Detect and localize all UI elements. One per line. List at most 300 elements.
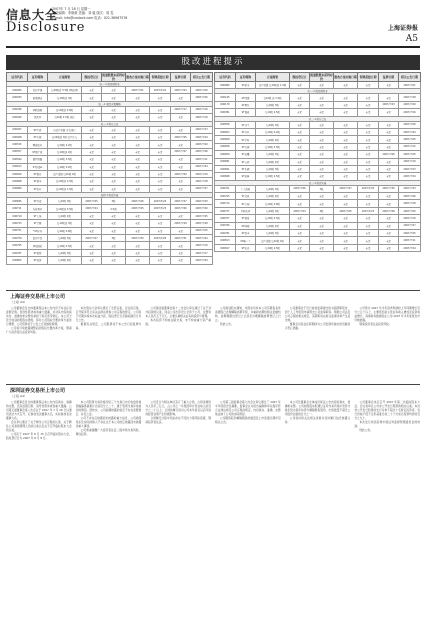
table-cell: 未定 <box>334 230 358 237</box>
table-cell: ST轻骑 <box>236 173 256 180</box>
article-column <box>285 400 351 616</box>
table-cell: 未定 <box>379 237 399 244</box>
table-cell: 未定 <box>126 114 150 121</box>
table-cell: 未定 <box>150 126 171 133</box>
table-cell: 未定 <box>171 227 191 234</box>
table-cell: 未定 <box>126 178 150 185</box>
table-cell: 华联控股 <box>28 106 48 113</box>
table-cell: 2007/7/27 <box>171 198 191 205</box>
table-cell: 未定 <box>102 148 126 155</box>
table-cell: 未定 <box>150 249 171 256</box>
column-header: 股改方案实施日期 <box>334 73 358 82</box>
table-cell: 未定 <box>334 215 358 222</box>
table-cell: 未定 <box>310 101 334 108</box>
table-cell: 未定 <box>290 101 310 108</box>
table-cell: 未定 <box>379 136 399 143</box>
table-cell: 每10股 3.5股 <box>48 156 82 163</box>
column-header: 停牌起始日期 <box>150 73 171 82</box>
table-cell: 2007/7/20 <box>399 207 421 214</box>
table-cell: 未定 <box>82 163 102 170</box>
table-cell: 未定 <box>290 193 310 200</box>
table-cell: 未定 <box>82 257 102 264</box>
table-row <box>215 165 421 172</box>
table-cell: 未定 <box>358 173 379 180</box>
table-cell: 2007/7/18 <box>399 94 421 101</box>
table-cell: ST东海A <box>28 163 48 170</box>
table-cell: 000036 <box>7 106 28 113</box>
table-cell: 未定 <box>290 215 310 222</box>
table-header-row <box>215 73 421 82</box>
table-cell: 2007/7/25 <box>358 185 379 192</box>
table-cell: 每10股 2.8股 <box>256 200 290 207</box>
table-cell: 未定 <box>82 133 102 140</box>
table-cell: 每10股 3股 <box>256 101 290 108</box>
table-row <box>7 94 213 101</box>
table-cell: 2007/7/24 <box>150 198 171 205</box>
table-cell: 000668 <box>7 178 28 185</box>
table-cell: 未定 <box>334 158 358 165</box>
table-row <box>7 235 213 242</box>
column-header: 复牌日期 <box>379 73 399 82</box>
article-paragraph: 公司将持续关注相关进展并及时履行信息披露义务。 <box>284 416 351 425</box>
article-paragraph: 董事会对其在任职期间为公司发展所做出的贡献表示衷心感谢。 <box>284 322 351 331</box>
table-cell: 未定 <box>290 136 310 143</box>
table-cell: 未定 <box>334 136 358 143</box>
article-paragraph: 本公司股票交易价格连续三个交易日内日收盘价格涨幅偏离值累计达到百分之二十，属于股票交易异常波动的情况。经核实，公司前期披露的信息不存在需要更正、补充之处。 <box>75 400 142 417</box>
table-row <box>7 87 213 94</box>
table-cell: ST四维 <box>236 94 256 101</box>
table-cell: 2007/7/23 <box>171 87 191 94</box>
section1-subtitle: （上接 A4） <box>10 300 27 304</box>
column-header: 证券简称 <box>236 73 256 82</box>
table-cell: 未定 <box>358 143 379 150</box>
table-cell: 2007/7/23 <box>150 205 171 212</box>
table-cell: 每10股 2.2股 <box>48 141 82 148</box>
table-row <box>215 237 421 244</box>
table-cell: 未定 <box>310 143 334 150</box>
table-cell: 未定 <box>171 114 191 121</box>
table-cell: *ST锌业 <box>28 227 48 234</box>
table-cell: 未定 <box>310 158 334 165</box>
reform-table-right <box>214 72 421 252</box>
table-cell: 2007/7/20 <box>399 121 421 128</box>
meta-date-line: 2007年 7 月 28 日 星期一 <box>52 7 91 11</box>
table-cell: 未定 <box>126 126 150 133</box>
table-cell: 未定 <box>379 128 399 135</box>
table-cell: 2007/7/21 <box>399 82 421 89</box>
table-row <box>215 244 421 251</box>
table-row <box>7 126 213 133</box>
article-column <box>6 400 72 616</box>
table-cell: 未定 <box>82 220 102 227</box>
table-cell: 资产重组 每10股 2股 <box>256 237 290 244</box>
table-cell: 未定 <box>150 185 171 192</box>
table-row <box>7 257 213 264</box>
table-cell: 000033 <box>7 94 28 101</box>
table-cell: 未定 <box>150 133 171 140</box>
table-cell: ST宏盛 <box>236 244 256 251</box>
table-cell: 未定 <box>126 257 150 264</box>
table-cell: 000005 <box>7 87 28 94</box>
table-cell: 未定 <box>150 94 171 101</box>
table-cell: 未定 <box>379 222 399 229</box>
table-cell: 2007/7/26 <box>290 185 310 192</box>
column-header: 股权登记日 <box>290 73 310 82</box>
table-cell: 资产重组 每10股 2股 <box>48 170 82 177</box>
table-cell: 未定 <box>126 185 150 192</box>
table-cell: 未定 <box>102 170 126 177</box>
table-cell: 攀渝钛业 <box>28 141 48 148</box>
article-paragraph: 公司限售股份解除限售的数量及上市流通日期详见相关公告。 <box>215 416 281 425</box>
table-cell: 未定 <box>358 200 379 207</box>
table-row <box>7 141 213 148</box>
table-cell: ST黑化 <box>236 101 256 108</box>
table-cell: 未定 <box>310 151 334 158</box>
table-cell: 000408 <box>7 133 28 140</box>
table-cell: 未定 <box>126 170 150 177</box>
table-row <box>7 227 213 234</box>
table-cell: 2007/7/18 <box>191 220 213 227</box>
table-cell: ST美雅 <box>28 220 48 227</box>
table-cell: 600656 <box>215 143 236 150</box>
table-cell: 未定 <box>310 200 334 207</box>
table-cell: 每10股 3股 <box>48 198 82 205</box>
masthead-meta <box>52 7 172 20</box>
table-cell: 2007/7/17 <box>191 249 213 256</box>
table-cell: 2007/7/26 <box>379 207 399 214</box>
table-cell: 未定 <box>171 126 191 133</box>
table-row <box>215 230 421 237</box>
table-cell: 每10股 2.5股 <box>256 143 290 150</box>
table-cell: 未定 <box>358 109 379 116</box>
table-cell: 未定 <box>334 121 358 128</box>
table-cell: 未定 <box>150 114 171 121</box>
table-cell: 每10股 2.5股 送转 <box>48 114 82 121</box>
table-cell: 2007/7/24 <box>191 257 213 264</box>
table-cell: 2.5股 <box>102 205 126 212</box>
table-cell: 未定 <box>310 215 334 222</box>
table-cell: 每10股 2.5股 <box>256 244 290 251</box>
article-paragraph: 根据有关规定，公司股票将于本公告日起复牌交易。 <box>75 322 142 331</box>
table-cell: 未定 <box>82 178 102 185</box>
table-row <box>7 156 213 163</box>
table-row <box>215 173 421 180</box>
table-row <box>7 185 213 192</box>
table-cell: 未定 <box>290 173 310 180</box>
table-row <box>7 249 213 256</box>
table-cell: 新都酒店 <box>28 94 48 101</box>
table-cell: 未定 <box>102 227 126 234</box>
table-cell: 未定 <box>358 230 379 237</box>
table-cell: 未定 <box>334 237 358 244</box>
table-cell: 000594 <box>7 156 28 163</box>
table-cell: 2007/7/11 <box>399 237 421 244</box>
table-cell: 每10股送 3股 <box>48 220 82 227</box>
article-column <box>145 400 211 616</box>
article-paragraph: 公司第三届监事会第六次会议审议通过了 2007 年半年度报告及摘要，监事会认为报告编制和审议程序符合法律法规及公司章程的规定，内容真实、准确、完整地反映了公司的实际情况。 <box>215 400 281 417</box>
header-rule <box>6 46 420 48</box>
table-cell: 2007/7/11 <box>191 156 213 163</box>
article-column <box>215 400 281 616</box>
table-cell: 华信国际 <box>28 242 48 249</box>
table-cell: 未定 <box>290 109 310 116</box>
table-cell: 未定 <box>379 165 399 172</box>
table-cell: 2007/7/24 <box>191 133 213 140</box>
table-cell: 未定 <box>102 212 126 219</box>
table-cell: 未定 <box>334 82 358 89</box>
table-cell: 600757 <box>215 215 236 222</box>
table-cell: 未定 <box>358 136 379 143</box>
article-column <box>354 400 420 616</box>
table-row <box>215 185 421 192</box>
table-cell: 2007/7/19 <box>399 215 421 222</box>
table-cell: 2007/7/22 <box>150 87 171 94</box>
table-cell: 未定 <box>290 230 310 237</box>
table-cell: 600813 <box>215 237 236 244</box>
table-cell: 未定 <box>126 212 150 219</box>
table-cell: 未定 <box>171 257 191 264</box>
article-paragraph: 本公司及董事会全体成员保证公告内容的真实、准确和完整。公司控股股东拟通过证券交易所集中竞价交易系统出售所持部分解除限售股份，出售数量不超过公司股份总数的百分之一。 <box>284 400 351 417</box>
table-cell: 2007/7/24 <box>399 173 421 180</box>
table-row <box>7 133 213 140</box>
table-cell: 未定 <box>310 222 334 229</box>
table-cell: 未定 <box>358 165 379 172</box>
table-row <box>215 193 421 200</box>
table-cell: 每10股 3股 <box>256 207 290 214</box>
table-cell: 2007/7/18 <box>191 178 213 185</box>
table-cell: 未定 <box>290 244 310 251</box>
table-cell: 000695 <box>7 198 28 205</box>
table-cell: 未定 <box>102 156 126 163</box>
table-cell: 未定 <box>171 249 191 256</box>
article-paragraph: 公司定于 2007 年 8 月 15 日召开临时股东大会，股权登记日为 2007 年 8 月 8 日。 <box>6 432 72 441</box>
table-cell: 未定 <box>358 94 379 101</box>
table-cell: ST源发 <box>236 215 256 222</box>
table-cell: ST沪科 <box>236 136 256 143</box>
table-cell: 未定 <box>126 227 150 234</box>
article-column <box>76 400 142 616</box>
table-cell: 武汉中百 <box>28 235 48 242</box>
table-cell: 世纪星源 <box>28 87 48 94</box>
table-cell: 2007/7/27 <box>82 235 102 242</box>
table-cell: 未定 <box>358 237 379 244</box>
table-cell: 每10股 2.8股 <box>48 227 82 234</box>
article-paragraph: 公司预计 2007 年半年度净利润较上年同期增长百分之五十以上，主要原因是主营业务收入增加及投资收益增长。具体财务数据将在公司 2007 年半年度报告中详细披露。 <box>354 306 421 323</box>
table-row <box>7 220 213 227</box>
table-section-label: 第三-1 股东会议 <box>7 121 213 126</box>
table-cell: 未定 <box>358 121 379 128</box>
table-cell: 未定 <box>290 165 310 172</box>
table-cell: 未定 <box>171 141 191 148</box>
table-cell: 未定 <box>150 178 171 185</box>
table-cell: 未定 <box>150 106 171 113</box>
article-paragraph: 公司董事会于近日收到监事提交的书面辞职报告，因个人工作原因申请辞去公司监事职务。根据公司法及公司章程的相关规定，其辞职将在新任监事选举产生后生效。 <box>284 306 351 323</box>
table-cell: 2007/7/21 <box>126 87 150 94</box>
table-cell: 2007/7/24 <box>82 205 102 212</box>
section1-rule <box>6 290 420 291</box>
table-row <box>7 114 213 121</box>
table-cell: 2007/7/19 <box>191 114 213 121</box>
column-header: 证券代码 <box>215 73 236 82</box>
table-cell: 每10股送 1.5股 <box>48 185 82 192</box>
table-cell: 未定 <box>102 106 126 113</box>
column-header: 流通股股东获得对价 <box>310 73 333 81</box>
table-cell: 未定 <box>171 156 191 163</box>
table-cell: 未定 <box>310 193 334 200</box>
table-cell: 3股 <box>310 207 334 214</box>
table-row <box>215 151 421 158</box>
table-cell: 未定 <box>171 163 191 170</box>
table-cell: 每10股送 2股 <box>48 148 82 155</box>
table-cell: 600766 <box>215 222 236 229</box>
table-row <box>7 106 213 113</box>
table-cell: 每10股 2.5股 <box>256 215 290 222</box>
article-paragraph: 本次发行尚需获得中国证券监督管理委员会的核准。 <box>354 420 421 429</box>
table-cell: 未定 <box>102 178 126 185</box>
table-cell: 000620 <box>7 170 28 177</box>
table-cell: 2007/7/23 <box>399 165 421 172</box>
table-row <box>215 128 421 135</box>
table-cell: 未定 <box>150 141 171 148</box>
table-cell: 2007/7/17 <box>171 106 191 113</box>
table-cell: 未定 <box>358 215 379 222</box>
table-cell: 2007/7/26 <box>379 151 399 158</box>
table-cell: 未定 <box>82 94 102 101</box>
table-cell: 每10股 3股 <box>48 235 82 242</box>
table-cell: 未定 <box>102 87 126 94</box>
table-cell: 每10股送 3股 资产注入 <box>48 133 82 140</box>
table-cell: 000689 <box>7 185 28 192</box>
table-cell: 未定 <box>126 94 150 101</box>
table-cell: 2007/7/23 <box>379 101 399 108</box>
table-row <box>215 222 421 229</box>
table-cell: 每10股 2.2股 <box>256 128 290 135</box>
page-number: A5 <box>405 34 418 44</box>
table-row <box>7 148 213 155</box>
table-cell: 每10股送 2.5股 <box>48 205 82 212</box>
table-cell: 未定 <box>358 101 379 108</box>
table-cell: 2007/7/19 <box>191 170 213 177</box>
table-cell: 每10股 2股 <box>256 222 290 229</box>
table-cell: 未定 <box>290 151 310 158</box>
table-cell: ST方源 <box>236 143 256 150</box>
table-cell: 未定 <box>82 114 102 121</box>
table-cell: 未定 <box>82 156 102 163</box>
table-row <box>215 101 421 108</box>
table-cell: ST东碳 <box>236 165 256 172</box>
table-cell: 未定 <box>126 141 150 148</box>
table-cell: ST贤成 <box>236 109 256 116</box>
table-cell: ST鞍一工 <box>236 237 256 244</box>
table-cell: 2007/7/12 <box>399 143 421 150</box>
column-header: 停牌起始日期 <box>358 73 379 82</box>
table-section-label: 第二-1 股改方案调整 <box>7 101 213 106</box>
table-header-row <box>7 73 213 82</box>
table-cell: 未定 <box>102 242 126 249</box>
table-row <box>215 143 421 150</box>
table-cell: ST中侨 <box>28 126 48 133</box>
table-cell: 天伦置业 <box>28 205 48 212</box>
table-cell: 2007/7/20 <box>191 141 213 148</box>
paper-name: 上海证券报 <box>387 25 418 32</box>
table-cell: 2007/7/20 <box>399 101 421 108</box>
table-cell: 2007/7/20 <box>191 94 213 101</box>
table-cell: 未定 <box>334 193 358 200</box>
column-header: 股权登记日 <box>82 73 102 82</box>
article-paragraph: 公司董事会及全体董事保证本公告内容不存在任何虚假记载、误导性陈述或者重大遗漏，并对其内容的真实性、准确性和完整性承担个别及连带责任。本公司于近日收到控股股东通知，拟对公司股权分置改革方案进行调整，公司股票将于公告之日起继续停牌。 <box>6 306 72 327</box>
table-cell: 中粮屯河 <box>236 207 256 214</box>
table-cell: ST万鸿 <box>236 158 256 165</box>
table-cell: 每10股 2股 <box>48 257 82 264</box>
table-cell: 未定 <box>150 156 171 163</box>
table-row <box>215 200 421 207</box>
table-cell: 600084 <box>215 82 236 89</box>
table-cell: 未定 <box>171 94 191 101</box>
table-cell: 3股 <box>102 235 126 242</box>
section1-title: 上海证券交易所上市公司 <box>10 294 66 300</box>
table-cell: 2007/7/26 <box>171 205 191 212</box>
article-paragraph: 公司第四届董事会第十二次会议审议通过了关于对外投资的议案，同意公司出资设立全资子公司，注册资本人民币五千万元，主要从事相关业务的投资与管理。 <box>145 306 212 319</box>
table-cell: 未定 <box>126 148 150 155</box>
table-cell: 000805 <box>7 257 28 264</box>
table-cell: 未定 <box>82 227 102 234</box>
table-cell: 000557 <box>7 148 28 155</box>
table-cell: 未定 <box>379 109 399 116</box>
table-cell: 资产重组 每10股送 1.5股 <box>256 82 290 89</box>
table-cell: 2007/7/25 <box>82 198 102 205</box>
table-cell: 未定 <box>126 220 150 227</box>
article-paragraph: 公司董事会决定召开 2007 年第二次临时股东大会，会议将审议公司非公开发行股票的相关议案。本次非公开发行股票的发行对象不超过十名特定投资者，发行价格不低于定价基准日前二十个交易日股票均价的百分之九十。 <box>354 400 421 421</box>
table-section-label: 第一-1 股改说明书 <box>7 82 213 87</box>
table-cell: 未定 <box>334 200 358 207</box>
table-cell: ST北生 <box>236 121 256 128</box>
table-cell: 未定 <box>290 222 310 229</box>
table-cell: 每10股 2.5股 <box>256 173 290 180</box>
table-cell: 每10股 3股 <box>256 151 290 158</box>
table-cell: 每10股 2.5股 <box>256 109 290 116</box>
table-section-label: 第二-1 股东会议 <box>215 116 421 121</box>
table-cell: 未定 <box>126 249 150 256</box>
table-cell: 未定 <box>171 242 191 249</box>
table-cell: 每10股 2股 <box>256 193 290 200</box>
table-cell: ST盈方 <box>28 170 48 177</box>
article-paragraph: 公司不存在应披露而未披露的重大信息，公司控股股东及实际控制人不存在关于本公司的应披露而未披露的重大事项。 <box>75 416 142 429</box>
table-cell: ST新天 <box>236 82 256 89</box>
table-cell: 2007/7/27 <box>171 148 191 155</box>
article-paragraph: 公司接到股东通知，该股东所持本公司有限售条件流通股已办理解除质押手续，并重新质押给相关金融机构，质押期限自登记之日起至办理解除质押登记之日止。 <box>215 306 281 323</box>
table-cell: 每10股 2.5股 <box>48 242 82 249</box>
table-cell: 未定 <box>290 143 310 150</box>
article-column <box>285 306 351 380</box>
table-cell: 600145 <box>215 94 236 101</box>
table-cell: 2007/7/30 <box>126 235 150 242</box>
section2-title: 深圳证券交易所上市公司 <box>10 388 66 394</box>
table-cell: 未定 <box>310 230 334 237</box>
table-row <box>215 94 421 101</box>
table-cell: 600691 <box>215 165 236 172</box>
table-cell: 未定 <box>290 128 310 135</box>
table-cell: 未定 <box>82 185 102 192</box>
table-cell: 未定 <box>150 220 171 227</box>
table-cell: 2007/7/25 <box>126 205 150 212</box>
table-cell: 2007/7/16 <box>399 109 421 116</box>
article-column <box>215 306 281 380</box>
table-cell: 未定 <box>379 215 399 222</box>
table-cell: 2007/7/20 <box>171 170 191 177</box>
table-cell: 未定 <box>150 212 171 219</box>
table-cell: 未定 <box>310 244 334 251</box>
table-cell: 2007/7/19 <box>399 158 421 165</box>
